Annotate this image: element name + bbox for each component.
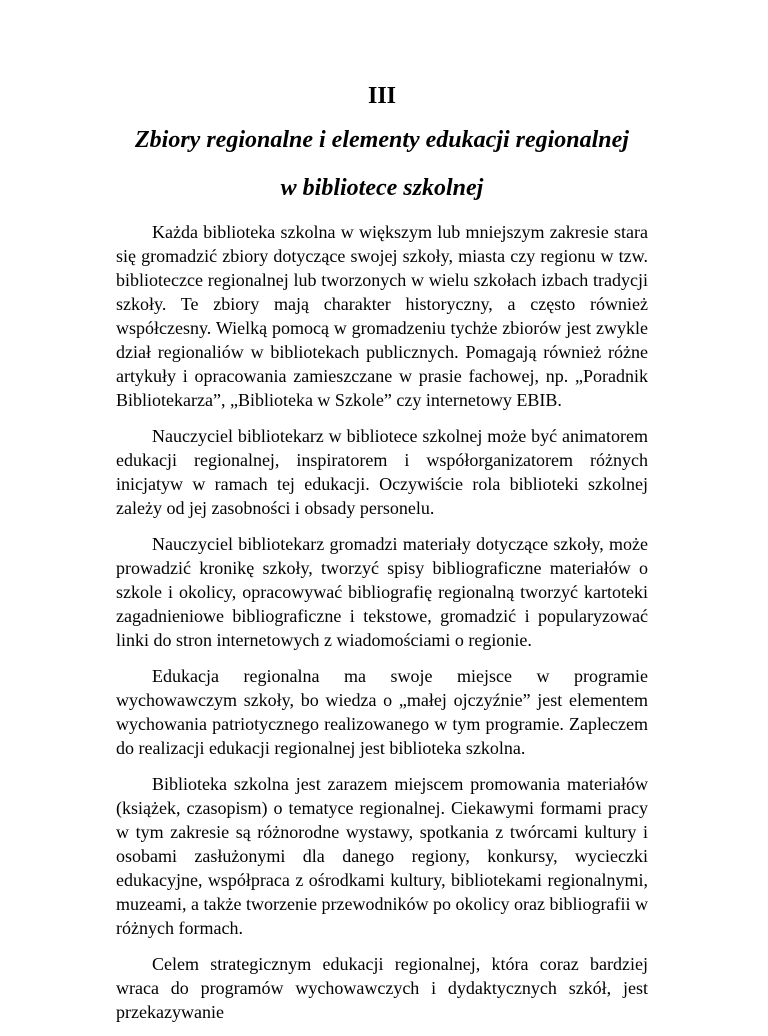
chapter-number: III bbox=[367, 83, 397, 109]
chapter-title bbox=[116, 118, 648, 210]
chapter-title-line-2: w bibliotece szkolnej bbox=[280, 175, 484, 201]
paragraph: Nauczyciel bibliotekarz w bibliotece szkolnej może być animatorem edukacji regionalnej, inspiratorem i współorganizatorem różnych inicjatyw w ramach tej edukacji. Oczywiście rola biblioteki szkolnej zależy od jej zasobności i obsady personelu. bbox=[116, 426, 648, 518]
chapter-title-line-1: Zbiory regionalne i elementy edukacji regionalnej bbox=[135, 127, 629, 153]
paragraph: Nauczyciel bibliotekarz gromadzi materiały dotyczące szkoły, może prowadzić kronikę szkoły, tworzyć spisy bibliograficzne materiałów o szkole i okolicy, opracowywać bibliografię regionalną tworzyć kartoteki zagadnieniowe bibliograficzne i tekstowe, gromadzić i popularyzować linki do stron internetowych z wiadomościami o regionie. bbox=[116, 534, 648, 650]
document-page bbox=[116, 78, 648, 1036]
paragraph: Edukacja regionalna ma swoje miejsce w programie wychowawczym szkoły, bo wiedza o „małej ojczyźnie” jest elementem wychowania patriotycznego realizowanego w tym programie. Zapleczem do realizacji edukacji regionalnej jest biblioteka szkolna. bbox=[116, 666, 648, 758]
paragraph: Celem strategicznym edukacji regionalnej, która coraz bardziej wraca do programów wychowawczych i dydaktycznych szkół, jest przekazywanie bbox=[116, 954, 648, 1022]
body-text bbox=[116, 220, 648, 1024]
paragraph: Biblioteka szkolna jest zarazem miejscem promowania materiałów (książek, czasopism) o tematyce regionalnej. Ciekawymi formami pracy w tym zakresie są różnorodne wystawy, spotkania z twórcami kultury i osobami zasłużonymi dla danego regiony, konkursy, wycieczki edukacyjne, współpraca z ośrodkami kultury, bibliotekami regionalnymi, muzeami, a także tworzenie przewodników po okolicy oraz bibliografii w różnych formach. bbox=[116, 774, 648, 938]
paragraph: Każda biblioteka szkolna w większym lub mniejszym zakresie stara się gromadzić zbiory dotyczące swojej szkoły, miasta czy regionu w tzw. biblioteczce regionalnej lub tworzonych w wielu szkołach izbach tradycji szkoły. Te zbiory mają charakter historyczny, a często również współczesny. Wielką pomocą w gromadzeniu tychże zbiorów jest zwykle dział regionaliów w bibliotekach publicznych. Pomagają również różne artykuły i opracowania zamieszczane w prasie fachowej, np. „Poradnik Bibliotekarza”, „Biblioteka w Szkole” czy internetowy EBIB. bbox=[116, 222, 648, 410]
